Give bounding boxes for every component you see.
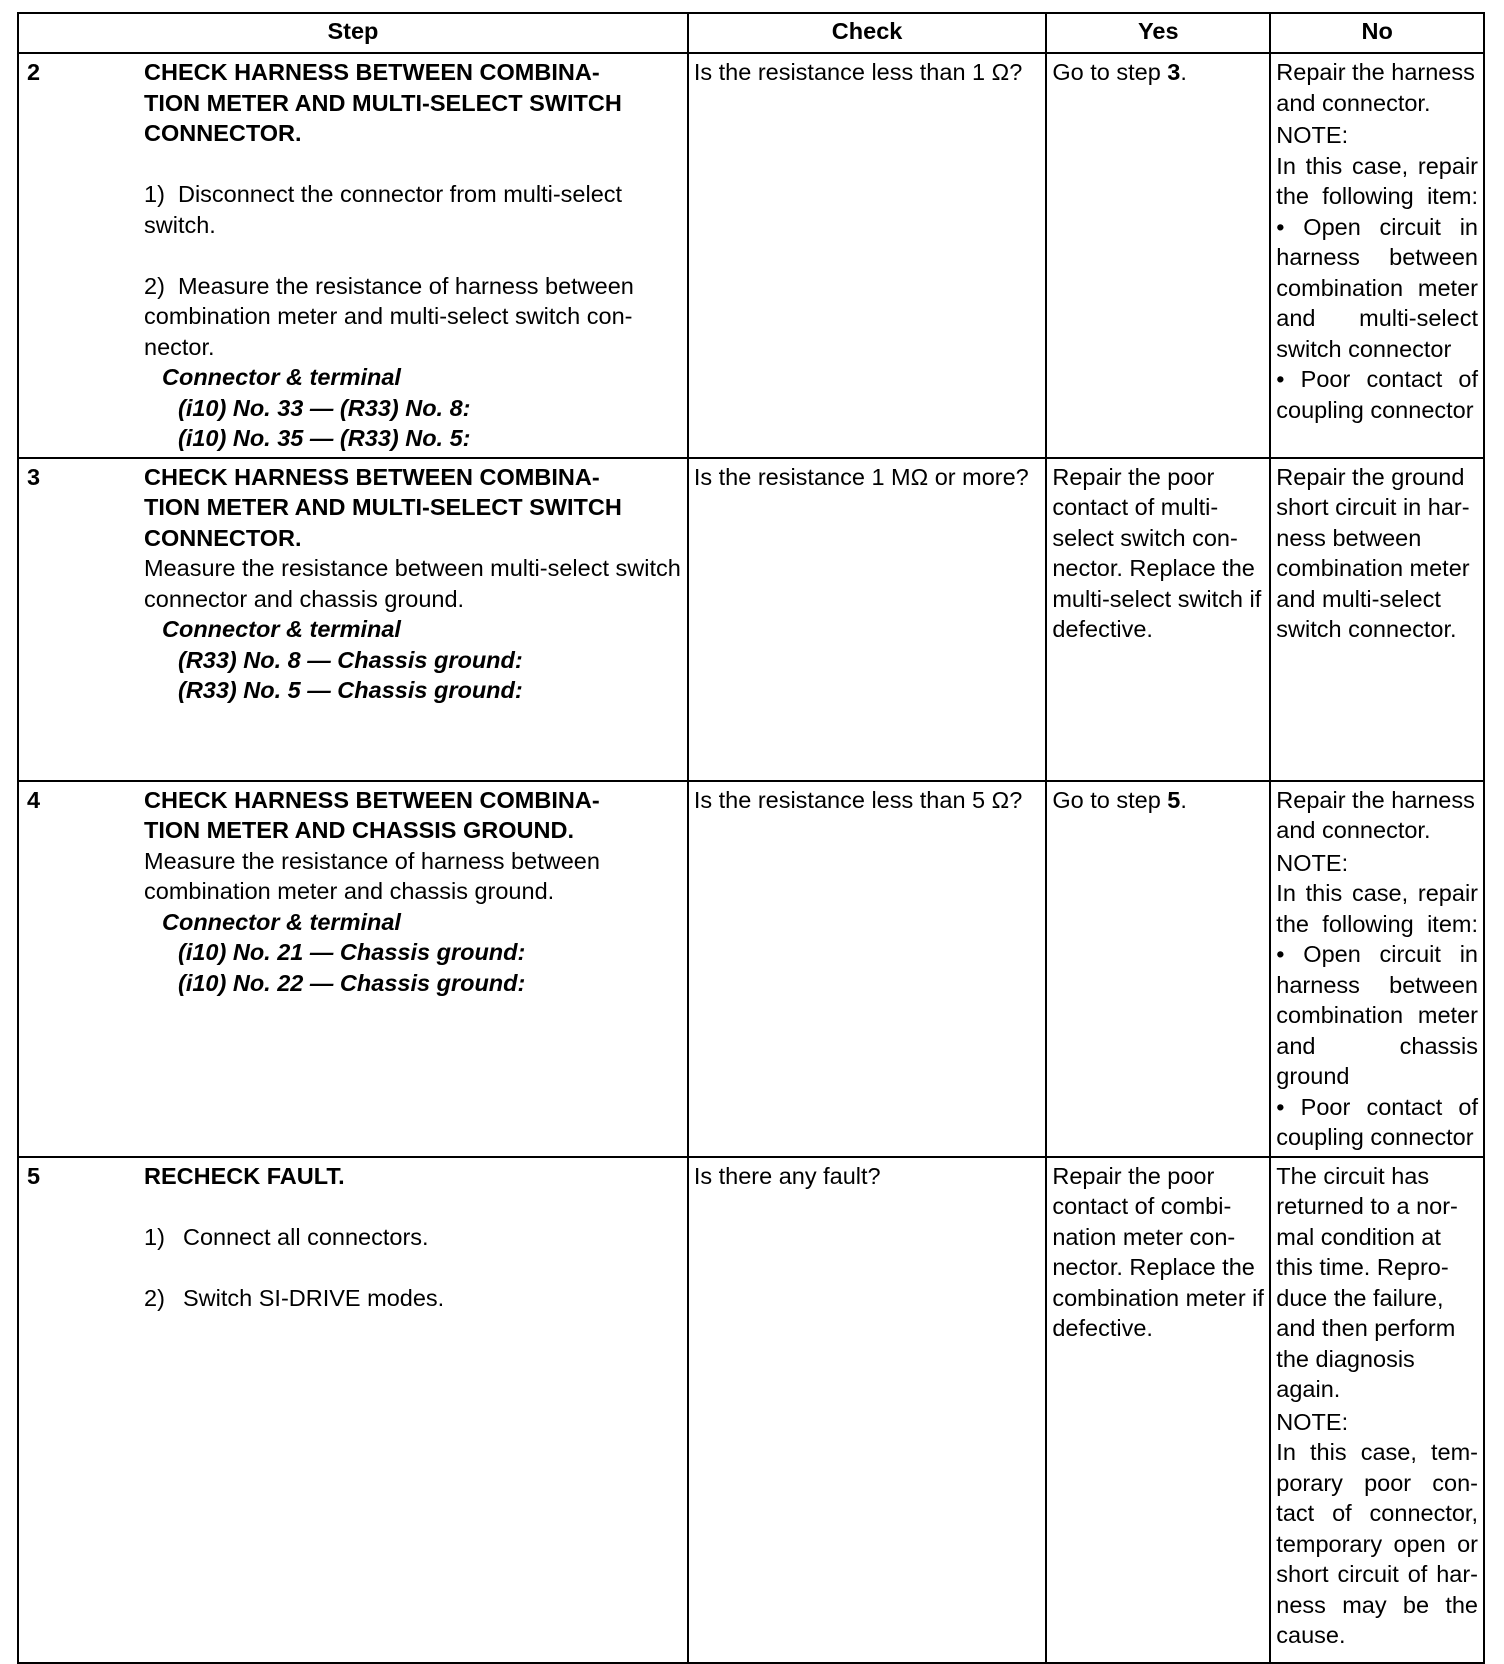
yes-prefix: Go to step (1052, 59, 1168, 85)
note-line: ground (1276, 1063, 1350, 1089)
diagnosis-sheet (17, 12, 1485, 1664)
step-body-text: Measure the resistance between multi-select switch connector and chassis ground. (144, 555, 681, 612)
yes-cell (1046, 53, 1270, 458)
step-title: CHECK HARNESS BETWEEN COMBINA- TION METER AND MULTI-SELECT SWITCH CONNECTOR. (144, 59, 622, 146)
note-line: the following item: (1276, 183, 1478, 209)
note-line: the following item: (1276, 910, 1478, 937)
note-line: In this case, repair (1276, 152, 1478, 179)
connector-heading: Connector & terminal (162, 908, 401, 935)
instruction-text: Connect all connectors. (183, 1223, 429, 1250)
step-cell (18, 1157, 688, 1663)
connector-item: (i10) No. 33 — (R33) No. 8: (178, 394, 471, 421)
instruction-text: Switch SI-DRIVE modes. (183, 1284, 445, 1311)
yes-prefix: Go to step (1052, 786, 1168, 813)
note-line: tact of connector, (1276, 1500, 1478, 1526)
step-title: CHECK HARNESS BETWEEN COMBINA- TION METER AND CHASSIS GROUND. (144, 786, 600, 843)
yes-suffix: . (1180, 786, 1187, 813)
header-no: No (1270, 13, 1484, 53)
no-main-text: Repair the harness and connector. (1276, 59, 1475, 116)
header-step: Step (18, 13, 688, 53)
note-line: In this case, tem- (1276, 1439, 1478, 1465)
note-label: NOTE: (1276, 849, 1349, 876)
step-body-text: Measure the resistance of harness between combination meter and chassis ground. (144, 847, 600, 904)
note-line: • Open circuit in (1276, 213, 1478, 240)
no-cell (1270, 1157, 1484, 1663)
note-line: and chassis (1276, 1032, 1478, 1059)
check-cell: Is the resistance less than 5 Ω? (688, 781, 1047, 1157)
goto-step-link[interactable]: 5 (1167, 786, 1181, 813)
note-body (1276, 878, 1478, 1153)
instruction-text: Measure the resistance of harness between combination meter and multi-select switch con-nector. (144, 272, 634, 360)
note-line: combination meter (1276, 1002, 1478, 1028)
instruction (144, 149, 682, 241)
connector-item: (R33) No. 5 — Chassis ground: (178, 677, 523, 703)
yes-cell (1046, 781, 1270, 1157)
table-row (18, 458, 1484, 781)
note-line: switch connector (1276, 335, 1452, 362)
instruction (144, 1252, 682, 1313)
note-label: NOTE: (1276, 122, 1349, 148)
note-label: NOTE: (1276, 1408, 1349, 1435)
no-cell (1270, 781, 1484, 1157)
note-line: and multi-select (1276, 305, 1478, 331)
yes-cell: Repair the poor contact of multi-select switch con-nector. Replace the multi-select switch if defective. (1046, 458, 1270, 781)
no-cell (1270, 53, 1484, 458)
connector-item: (R33) No. 8 — Chassis ground: (178, 646, 523, 673)
instruction (144, 1191, 682, 1252)
table-row (18, 781, 1484, 1157)
check-cell: Is the resistance 1 MΩ or more? (688, 458, 1047, 781)
step-number: 5 (27, 1162, 41, 1189)
step-cell (18, 458, 688, 781)
instruction-number: 2) (144, 1284, 165, 1311)
no-cell: Repair the ground short circuit in har-ness between combination meter and multi-select switch connector. (1270, 458, 1484, 781)
table-row (18, 53, 1484, 458)
connector-item: (i10) No. 22 — Chassis ground: (178, 969, 526, 996)
no-main-text: Repair the harness and connector. (1276, 786, 1475, 843)
note-body (1276, 151, 1478, 426)
instruction-text: Disconnect the connector from multi-select switch. (144, 181, 623, 238)
table-row (18, 1157, 1484, 1663)
connector-item: (i10) No. 35 — (R33) No. 5: (178, 425, 471, 451)
header-row (18, 13, 1484, 53)
connector-heading: Connector & terminal (162, 616, 401, 642)
note-line: • Poor contact of (1276, 1093, 1478, 1120)
step-cell (18, 781, 688, 1157)
diagnosis-table (17, 12, 1485, 1664)
step-number: 4 (27, 786, 41, 813)
connector-item: (i10) No. 21 — Chassis ground: (178, 939, 526, 965)
step-number: 2 (27, 59, 41, 85)
note-line: porary poor con- (1276, 1469, 1478, 1496)
note-line: short circuit of har- (1276, 1561, 1478, 1587)
step-cell (18, 53, 688, 458)
step-number: 3 (27, 463, 41, 490)
connector-heading: Connector & terminal (162, 364, 401, 390)
note-line: In this case, repair (1276, 880, 1478, 906)
yes-suffix: . (1180, 59, 1187, 85)
no-main-text: The circuit has returned to a nor-mal condition at this time. Repro-duce the failure, and then perform the diagnosis again. (1276, 1162, 1458, 1402)
yes-cell: Repair the poor contact of combi-nation meter con-nector. Replace the combination meter if defective. (1046, 1157, 1270, 1663)
note-line: • Open circuit in (1276, 941, 1478, 967)
note-line: temporary open or (1276, 1530, 1478, 1557)
instruction-number: 2) (144, 272, 165, 299)
note-line: coupling connector (1276, 396, 1474, 423)
check-cell: Is there any fault? (688, 1157, 1047, 1663)
note-line: harness between (1276, 244, 1478, 270)
note-line: • Poor contact of (1276, 366, 1478, 392)
instruction-number: 1) (144, 1223, 165, 1250)
instruction-number: 1) (144, 181, 165, 207)
note-body (1276, 1437, 1478, 1651)
step-title: RECHECK FAULT. (144, 1162, 345, 1189)
note-line: harness between (1276, 971, 1478, 998)
note-line: cause. (1276, 1622, 1346, 1648)
note-line: coupling connector (1276, 1124, 1474, 1150)
header-yes: Yes (1046, 13, 1270, 53)
goto-step-link[interactable]: 3 (1167, 59, 1181, 85)
header-check: Check (688, 13, 1047, 53)
step-title: CHECK HARNESS BETWEEN COMBINA- TION METER AND MULTI-SELECT SWITCH CONNECTOR. (144, 463, 622, 551)
check-cell: Is the resistance less than 1 Ω? (688, 53, 1047, 458)
note-line: combination meter (1276, 274, 1478, 301)
note-line: ness may be the (1276, 1591, 1478, 1618)
instruction (144, 240, 682, 362)
